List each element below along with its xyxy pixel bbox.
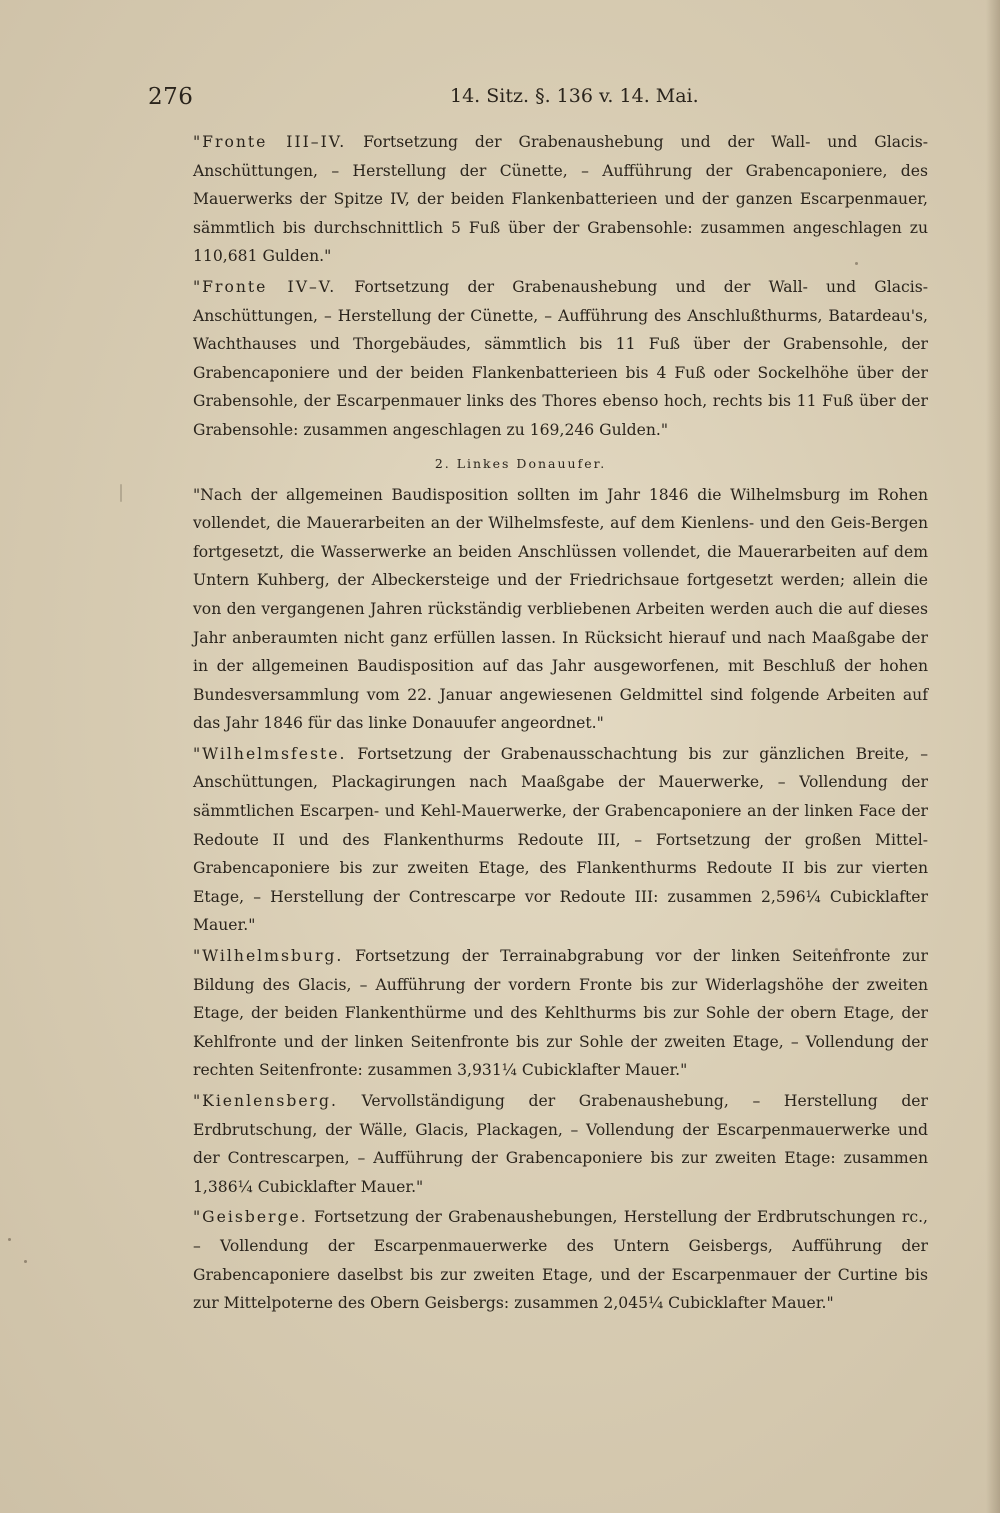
paragraph-lead: "Fronte III–IV. — [193, 133, 347, 151]
paragraph-wilhelmsfeste — [193, 740, 928, 940]
paper-speck — [24, 1260, 27, 1263]
paragraph-lead: "Kienlensberg. — [193, 1092, 338, 1110]
paper-speck — [8, 1238, 11, 1241]
paragraph-text: Fortsetzung der Grabenaushebung und der Wall- und Glacis-Anschüttungen, – Herstellung der Cünette, – Aufführung des Anschlußthurms, Batardeau's, Wachthauses und Thorgebäudes, sämmtlich bis 11 Fuß über der Grabensohle, der Grabencaponiere und der beiden Flankenbatterieen bis 4 Fuß oder Sockelhöhe über der Grabensohle, der Escarpenmauer links des Thores ebenso hoch, rechts bis 11 Fuß über der Grabensohle: zusammen angeschlagen zu 169,246 Gulden." — [193, 277, 928, 439]
paragraph-lead: "Wilhelmsfeste. — [193, 744, 347, 763]
paragraph-lead: "Geisberge. — [193, 1208, 308, 1227]
paragraph-baudisposition — [193, 481, 928, 738]
paragraph-text: Fortsetzung der Grabenausschachtung bis zur gänzlichen Breite, – Anschüttungen, Plackagirungen nach Maaßgabe der Mauerwerke, – Vollendung der sämmtlichen Escarpen- und Kehl-Mauerwerke, der Grabencaponiere an der linken Face der Redoute II und des Flankenthurms Redoute III, – Fortsetzung der großen Mittel-Grabencaponiere bis zur zweiten Etage, des Flankenthurms Redoute II bis zur vierten Etage, – Herstellung der Contrescarpe vor Redoute III: zusammen 2,596¼ Cubicklafter Mauer." — [193, 744, 928, 935]
paragraph-wilhelmsburg — [193, 942, 928, 1085]
page-edge-shadow — [986, 0, 1000, 1513]
paragraph-text: Fortsetzung der Terrainabgrabung vor der linken Seitenfronte zur Bildung des Glacis, – Aufführung der vordern Fronte bis zur Widerlagshöhe der zweiten Etage, der beiden Flankenthürme und des Kehlthurms bis zur Sohle der obern Etage, der Kehlfronte und der linken Seitenfronte bis zur Sohle der zweiten Etage, – Vollendung der rechten Seitenfronte: zusammen 3,931¼ Cubicklafter Mauer." — [193, 947, 928, 1080]
paragraph-kienlensberg — [193, 1087, 928, 1201]
running-head: 14. Sitz. §. 136 v. 14. Mai. — [450, 85, 699, 107]
paragraph-text: "Nach der allgemeinen Baudisposition sollten im Jahr 1846 die Wilhelmsburg im Rohen vollendet, die Mauerarbeiten an der Wilhelmsfeste, auf dem Kienlens- und den Geis-Bergen fortgesetzt, die Wasserwerke an beiden Anschlüssen vollendet, die Mauerarbeiten auf dem Untern Kuhberg, der Albeckersteige und der Friedrichsaue fortgesetzt werden; allein die von den vergangenen Jahren rückständig verbliebenen Arbeiten werden auch die auf dieses Jahr anberaumten nicht ganz erfüllen lassen. In Rücksicht hierauf und nach Maaßgabe der in der allgemeinen Baudisposition auf das Jahr ausgeworfenen, mit Beschluß der hohen Bundesversammlung vom 22. Januar angewiesenen Geldmittel sind folgende Arbeiten auf das Jahr 1846 für das linke Donauufer angeordnet." — [193, 485, 928, 733]
paper-speck — [120, 484, 122, 502]
page-body — [193, 128, 928, 1320]
paragraph-fronte-3-4 — [193, 128, 928, 271]
paragraph-text: Fortsetzung der Grabenaushebung und der Wall- und Glacis-Anschüttungen, – Herstellung der Cünette, – Aufführung der Grabencaponiere, des Mauerwerks der Spitze IV, der beiden Flankenbatterieen und der ganzen Escarpenmauer, sämmtlich bis durchschnittlich 5 Fuß über der Grabensohle: zusammen angeschlagen zu 110,681 Gulden." — [193, 133, 928, 266]
paragraph-fronte-4-5 — [193, 273, 928, 445]
paragraph-text: Vervollständigung der Grabenaushebung, – Herstellung der Erdbrutschung, der Wälle, Glacis, Plackagen, – Vollendung der Escarpenmauerwerke und der Contrescarpen, – Aufführung der Grabencaponiere bis zur zweiten Etage: zusammen 1,386¼ Cubicklafter Mauer." — [193, 1092, 928, 1196]
page-number: 276 — [148, 84, 194, 110]
paper-speck — [855, 262, 858, 265]
section-heading: 2. Linkes Donauufer. — [434, 455, 607, 471]
paragraph-text: Fortsetzung der Grabenaushebungen, Herstellung der Erdbrutschungen rc., – Vollendung der Escarpenmauerwerke des Untern Geisbergs, Aufführung der Grabencaponiere daselbst bis zur zweiten Etage, und der Escarpenmauer der Curtine bis zur Mittelpoterne des Obern Geisbergs: zusammen 2,045¼ Cubicklafter Mauer." — [193, 1208, 928, 1313]
paragraph-geisberge — [193, 1203, 928, 1317]
paragraph-lead: "Fronte IV–V. — [193, 277, 337, 296]
page-header — [148, 84, 748, 116]
paragraph-lead: "Wilhelmsburg. — [193, 947, 344, 966]
paper-speck — [835, 948, 838, 951]
